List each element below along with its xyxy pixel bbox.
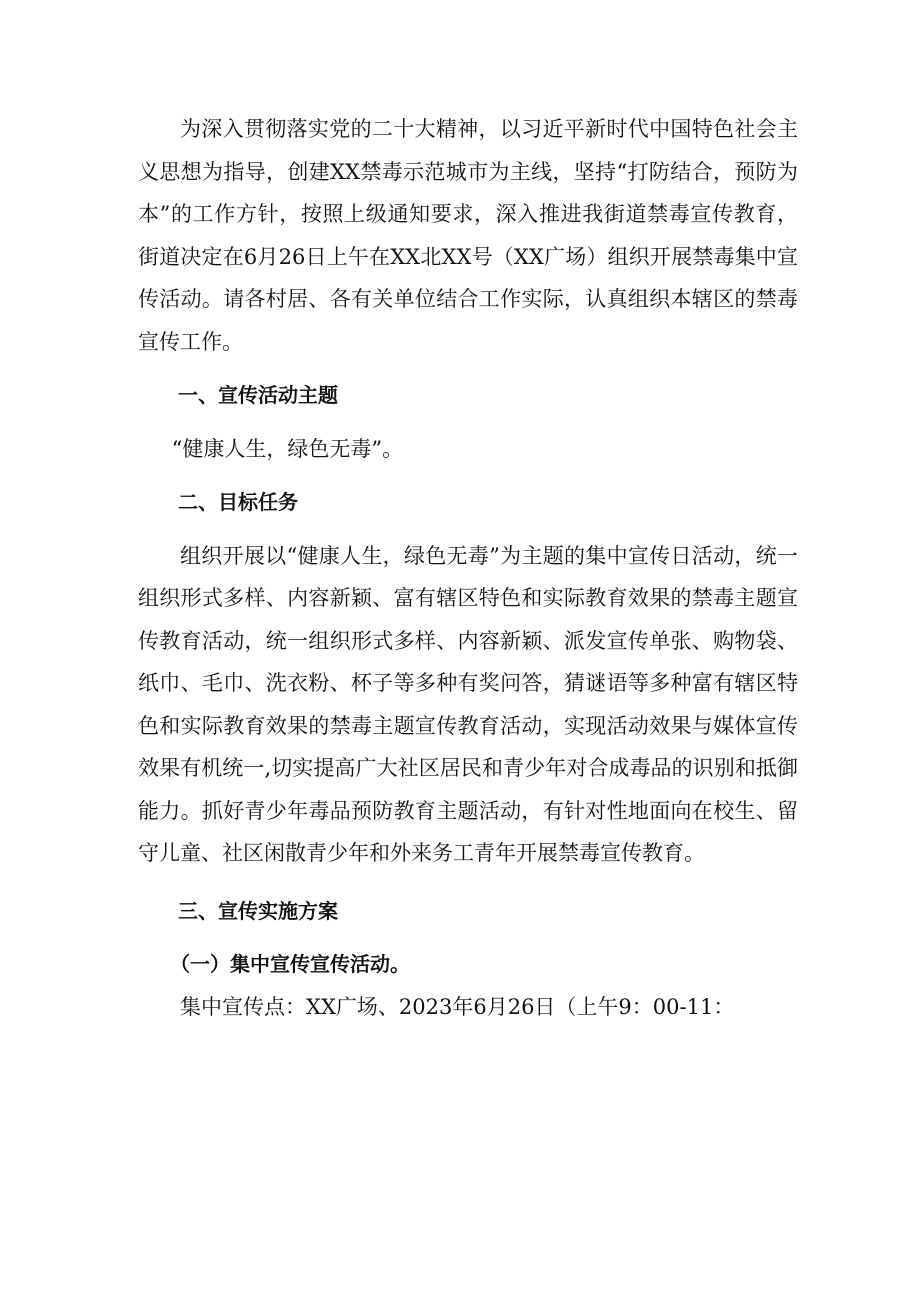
section-heading-plan: 三、宣传实施方案 [178,898,338,923]
intro-paragraph: 为深入贯彻落实党的二十大精神，以习近平新时代中国特色社会主义思想为指导，创建XX禁毒示范城市为主线，坚持“打防结合，预防为本”的工作方针，按照上级通知要求，深入推进我街道禁毒宣传教育，街道决定在6月26日上午在XX北XX号（XX广场）组织开展禁毒集中宣传活动。请各村居、各有关单位结合工作实际，认真组织本辖区的禁毒宣传工作。 [138,117,798,354]
section-spacer [138,875,798,879]
campaign-paragraph: 集中宣传点：XX广场、2023年6月26日（上午9：00-11： [180,994,735,1019]
document-body [138,108,798,1028]
goals-paragraph: 组织开展以“健康人生，绿色无毒”为主题的集中宣传日活动，统一组织形式多样、内容新颖、富有辖区特色和实际教育效果的禁毒主题宣传教育活动，统一组织形式多样、内容新颖、派发宣传单张、购物袋、纸巾、毛巾、洗衣粉、杯子等多种有奖问答，猜谜语等多种富有辖区特色和实际教育效果的禁毒主题宣传教育活动，实现活动效果与媒体宣传效果有机统一,切实提高广大社区居民和青少年对合成毒品的识别和抵御能力。抓好青少年毒品预防教育主题活动，有针对性地面向在校生、留守儿童、社区闲散青少年和外来务工青年开展禁毒宣传教育。 [138,543,798,865]
section-heading-goals: 二、目标任务 [178,490,298,514]
section-heading-theme: 一、宣传活动主题 [178,383,338,407]
theme-text: “健康人生，绿色无毒”。 [171,436,404,461]
subsection-heading-campaign: （一）集中宣传宣传活动。 [170,952,410,976]
